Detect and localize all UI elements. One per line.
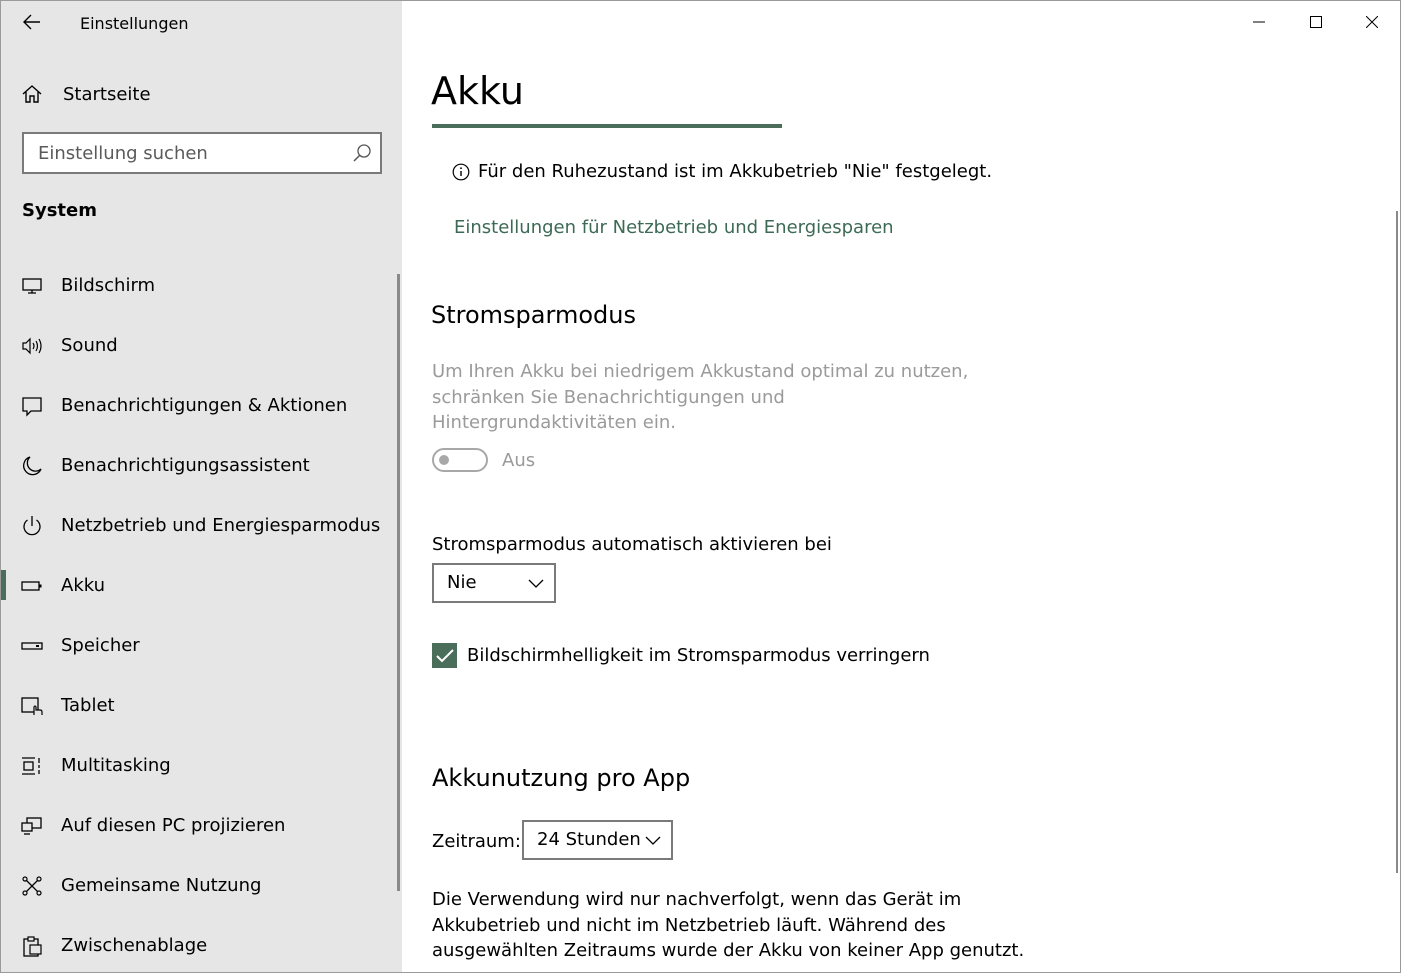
sidebar-item-zwischenablage[interactable]: [1, 915, 397, 973]
storage-icon: [21, 635, 43, 657]
sleep-info: [452, 161, 992, 182]
sidebar-item-label: Gemeinsame Nutzung: [61, 874, 262, 896]
home-icon: [21, 83, 43, 105]
chevron-down-icon: [528, 575, 544, 591]
monitor-icon: [21, 275, 43, 297]
sidebar-item-label: Speicher: [61, 634, 140, 656]
maximize-icon: [1310, 16, 1322, 28]
nav-list: [1, 255, 397, 973]
period-value: 24 Stunden: [537, 829, 641, 850]
title-underline: [432, 124, 782, 128]
sidebar-item-label: Bildschirm: [61, 274, 156, 296]
sidebar: [1, 1, 402, 972]
battery-saver-toggle-state: Aus: [502, 450, 536, 471]
close-button[interactable]: [1343, 1, 1400, 43]
usage-description: Die Verwendung wird nur nachverfolgt, wenn das Gerät im Akkubetrieb und nicht im Netzbetrieb läuft. Während des ausgewählten Zeitraums wurde der Akku von keiner App genutzt.: [432, 889, 1025, 961]
sidebar-item-label: Sound: [61, 334, 118, 356]
period-label: Zeitraum:: [432, 831, 521, 852]
back-button[interactable]: [15, 7, 49, 37]
battery-saver-description: Um Ihren Akku bei niedrigem Akkustand optimal zu nutzen, schränken Sie Benachrichtigungen und Hintergrundaktivitäten ein.: [432, 361, 969, 433]
battery-icon: [21, 575, 43, 597]
main-content: [402, 1, 1400, 972]
minimize-icon: [1253, 16, 1265, 28]
project-icon: [21, 815, 43, 837]
sidebar-item-speicher[interactable]: [1, 615, 397, 675]
share-icon: [21, 875, 43, 897]
speaker-icon: [21, 335, 43, 357]
sidebar-item-label: Multitasking: [61, 754, 171, 776]
power-icon: [21, 515, 43, 537]
search-box[interactable]: [22, 132, 382, 174]
sidebar-item-akku[interactable]: [1, 555, 397, 615]
auto-activate-value: Nie: [447, 572, 477, 593]
auto-activate-dropdown[interactable]: [432, 563, 556, 603]
sidebar-item-gemeinsame-nutzung[interactable]: [1, 855, 397, 915]
sidebar-item-label: Netzbetrieb und Energiesparmodus: [61, 514, 381, 536]
minimize-button[interactable]: [1230, 1, 1287, 43]
battery-saver-heading: Stromsparmodus: [431, 301, 636, 329]
search-icon[interactable]: [352, 143, 372, 163]
tablet-icon: [21, 695, 43, 717]
app-title: Einstellungen: [80, 14, 189, 33]
auto-activate-label: Stromsparmodus automatisch aktivieren bei: [432, 534, 832, 555]
chevron-down-icon: [645, 832, 661, 848]
sidebar-item-benachrichtigungsassistent[interactable]: [1, 435, 397, 495]
checkmark-icon: [436, 648, 454, 664]
sidebar-item-label: Benachrichtigungen & Aktionen: [61, 394, 348, 416]
content-scrollbar[interactable]: [1396, 211, 1398, 873]
sidebar-item-projizieren[interactable]: [1, 795, 397, 855]
search-input[interactable]: [24, 134, 358, 172]
battery-saver-toggle[interactable]: [432, 448, 488, 472]
sidebar-scrollbar[interactable]: [397, 274, 400, 891]
period-dropdown[interactable]: [522, 820, 673, 860]
multitasking-icon: [21, 755, 43, 777]
info-icon: [452, 163, 470, 181]
brightness-checkbox-label[interactable]: Bildschirmhelligkeit im Stromsparmodus verringern: [467, 645, 930, 666]
usage-heading: Akkunutzung pro App: [432, 764, 691, 792]
page-title: Akku: [431, 69, 524, 113]
home-link[interactable]: [21, 79, 381, 109]
toggle-knob: [439, 455, 449, 465]
message-icon: [21, 395, 43, 417]
sleep-info-text: Für den Ruhezustand ist im Akkubetrieb "Nie" festgelegt.: [478, 161, 993, 182]
sidebar-item-label: Benachrichtigungsassistent: [61, 454, 310, 476]
sidebar-item-label: Akku: [61, 574, 106, 596]
sidebar-item-label: Auf diesen PC projizieren: [61, 814, 286, 836]
home-label: Startseite: [63, 83, 151, 105]
sidebar-item-label: Zwischenablage: [61, 934, 208, 956]
back-arrow-icon: [23, 14, 41, 30]
clipboard-icon: [21, 935, 43, 957]
close-icon: [1366, 16, 1378, 28]
sidebar-item-sound[interactable]: [1, 315, 397, 375]
sidebar-item-label: Tablet: [61, 694, 115, 716]
sidebar-item-netzbetrieb[interactable]: [1, 495, 397, 555]
sidebar-item-bildschirm[interactable]: [1, 255, 397, 315]
brightness-checkbox[interactable]: [432, 643, 457, 668]
section-title: System: [22, 200, 97, 221]
moon-icon: [21, 455, 43, 477]
sidebar-item-tablet[interactable]: [1, 675, 397, 735]
maximize-button[interactable]: [1287, 1, 1344, 43]
power-settings-link[interactable]: Einstellungen für Netzbetrieb und Energiesparen: [454, 217, 894, 238]
sidebar-item-benachrichtigungen[interactable]: [1, 375, 397, 435]
sidebar-item-multitasking[interactable]: [1, 735, 397, 795]
